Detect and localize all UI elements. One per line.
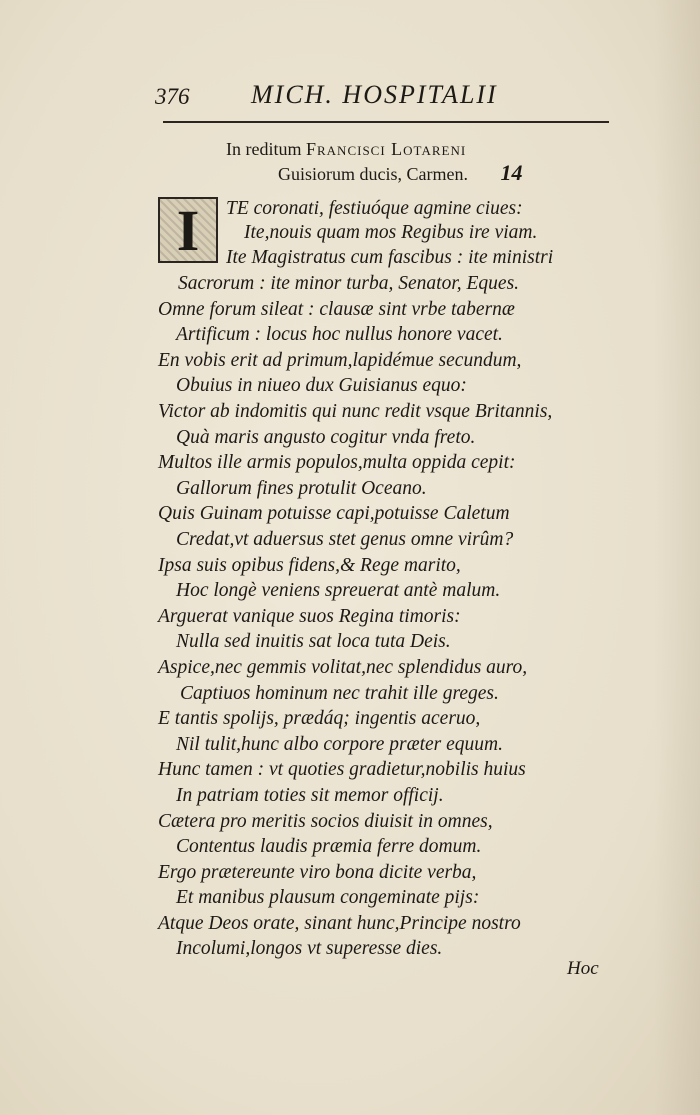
poem-number: 14 xyxy=(500,160,523,185)
verse-line: Omne forum sileat : clausæ sint vrbe tabernæ xyxy=(158,299,515,320)
verse-line: Sacrorum : ite minor turba, Senator, Eques. xyxy=(178,273,520,294)
verse-line: Quis Guinam potuisse capi,potuisse Caletum xyxy=(158,503,510,524)
title-prefix: In reditum xyxy=(226,139,302,159)
verse-line: En vobis erit ad primum,lapidémue secundum, xyxy=(158,350,522,371)
verse-line: Credat,vt aduersus stet genus omne virûm? xyxy=(176,529,514,550)
verse-line: Cætera pro meritis socios diuisit in omnes, xyxy=(158,811,493,832)
verse-line: Arguerat vanique suos Regina timoris: xyxy=(158,606,461,627)
verse-line: In patriam toties sit memor officij. xyxy=(176,785,444,806)
verse-line: TE coronati, festiuóque agmine ciues: xyxy=(226,198,523,219)
verse-line: Victor ab indomitis qui nunc redit vsque Britannis, xyxy=(158,401,553,422)
verse-line: Quà maris angusto cogitur vnda freto. xyxy=(176,427,476,448)
verse-line: Incolumi,longos vt superesse dies. xyxy=(176,938,443,959)
verse-line: E tantis spolijs, prædáq; ingentis aceruo, xyxy=(158,708,481,729)
verse-line: Gallorum fines protulit Oceano. xyxy=(176,478,427,499)
verse-line: Atque Deos orate, sinant hunc,Principe nostro xyxy=(158,913,521,934)
verse-line: Captiuos hominum nec trahit ille greges. xyxy=(180,683,499,704)
decorated-initial: I xyxy=(158,197,218,263)
title-name: Francisci Lotareni xyxy=(305,139,467,159)
verse-line: Aspice,nec gemmis volitat,nec splendidus auro, xyxy=(158,657,528,678)
verse-line: Hoc longè veniens spreuerat antè malum. xyxy=(176,580,501,601)
verse-line: Nulla sed inuitis sat loca tuta Deis. xyxy=(176,631,451,652)
verse-line: Et manibus plausum congeminate pijs: xyxy=(176,887,480,908)
verse-line: Contentus laudis præmia ferre domum. xyxy=(176,836,482,857)
verse-line: Obuius in niueo dux Guisianus equo: xyxy=(176,375,467,396)
verse-line: Multos ille armis populos,multa oppida cepit: xyxy=(158,452,516,473)
verse-line: Ite Magistratus cum fascibus : ite ministri xyxy=(226,247,554,268)
verse-line: Nil tulit,hunc albo corpore præter equum. xyxy=(176,734,503,755)
verse-line: Hunc tamen : vt quoties gradietur,nobilis huius xyxy=(158,759,526,780)
running-head: MICH. HOSPITALII xyxy=(251,80,498,109)
verse-line: Ergo prætereunte viro bona dicite verba, xyxy=(158,862,477,883)
verse-line: Ite,nouis quam mos Regibus ire viam. xyxy=(244,222,538,243)
title-subtitle: Guisiorum ducis, Carmen. xyxy=(278,164,468,184)
verse-line: Artificum : locus hoc nullus honore vacet. xyxy=(176,324,503,345)
catchword: Hoc xyxy=(567,958,599,979)
page-number: 376 xyxy=(155,84,190,109)
verse-line: Ipsa suis opibus fidens,& Rege marito, xyxy=(158,555,461,576)
